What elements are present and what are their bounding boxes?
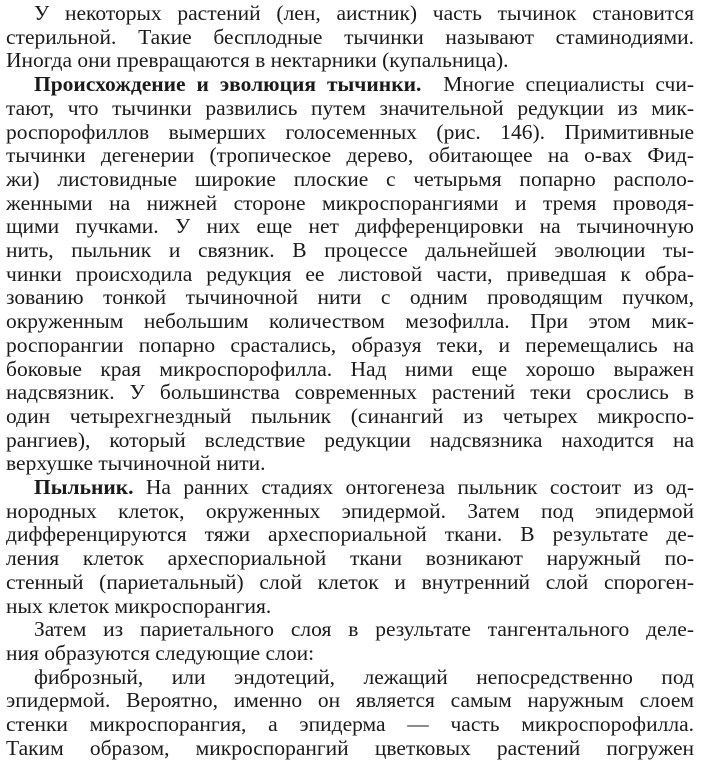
text-line: женными на нижней стороне микроспорангиями и тремя проводя- — [6, 191, 694, 215]
text-line: У некоторых растений (лен, аистник) часть тычинок становится — [34, 2, 694, 25]
text-line: стерильной. Такие бесплодные тычинки называют стаминодиями. — [6, 25, 694, 49]
text-line: один четырехгнездный пыльник (синангий из четырех микроспо- — [6, 404, 694, 428]
text-line: дифференцируются тяжи археспориальной ткани. В результате де- — [6, 523, 694, 547]
text-line: зованию тонкой тычиночной нити с одним проводящим пучком, — [6, 286, 694, 310]
text-line — [6, 73, 694, 97]
text-line: тают, что тычинки развились путем значительной редукции из мик- — [6, 96, 694, 120]
text-line: Таким образом, микроспорангий цветковых растений погружен — [6, 736, 694, 760]
text-line: щими пучками. У них еще нет дифференцировки на тычиночную — [6, 215, 694, 239]
text-line: рангиев), который вследствие редукции надсвязника находится на — [6, 428, 694, 452]
text-line: фиброзный, или эндотеций, лежащий непосредственно под — [34, 665, 694, 689]
text-line: роспорангии попарно срастались, образуя теки, и перемещались на — [6, 333, 694, 357]
text-line: окруженным небольшим количеством мезофилла. При этом мик- — [6, 310, 694, 334]
text-line: надсвязник. У большинства современных растений теки срослись в — [6, 381, 694, 405]
text-line — [6, 476, 694, 500]
text-run: На ранних стадиях онтогенеза пыльник состоит из од- — [145, 476, 694, 500]
text-line: нить, пыльник и связник. В процессе дальнейшей эволюции ты- — [6, 239, 694, 263]
text-line: верхушке тычиночной нити. — [6, 452, 266, 476]
text-line: нородных клеток, окруженных эпидермой. Затем под эпидермой — [6, 499, 694, 523]
text-line: роспорофиллов вымерших голосеменных (рис. 146). Примитивные — [6, 120, 694, 144]
text-line: Иногда они превращаются в нектарники (купальница). — [6, 49, 509, 73]
text-line: тычинки дегенерии (тропическое дерево, обитающее на о-вах Фид- — [6, 144, 694, 168]
text-line: ления клеток археспориальной ткани возникают наружный по- — [6, 547, 694, 571]
text-run: Многие специалисты счи- — [443, 73, 694, 97]
text-line: эпидермой. Вероятно, именно он является самым наружным слоем — [6, 689, 694, 713]
text-line: Затем из париетального слоя в результате тангентального деле- — [34, 618, 694, 642]
section-heading: Пыльник. — [34, 476, 134, 500]
text-line: боковые края микроспорофилла. Над ними еще хорошо выражен — [6, 357, 694, 381]
text-line: ных клеток микроспорангия. — [6, 594, 272, 618]
text-line: жи) листовидные широкие плоские с четырьмя попарно располо- — [6, 167, 694, 191]
text-line: стенки микроспорангия, а эпидерма — часть микроспорофилла. — [6, 713, 694, 737]
text-line: ния образуются следующие слои: — [6, 641, 315, 665]
text-line: чинки происходила редукция ее листовой части, приведшая к обра- — [6, 262, 694, 286]
text-line: стенный (париетальный) слой клеток и внутренний слой спороген- — [6, 570, 694, 594]
section-heading: Происхождение и эволюция тычинки. — [34, 73, 422, 97]
